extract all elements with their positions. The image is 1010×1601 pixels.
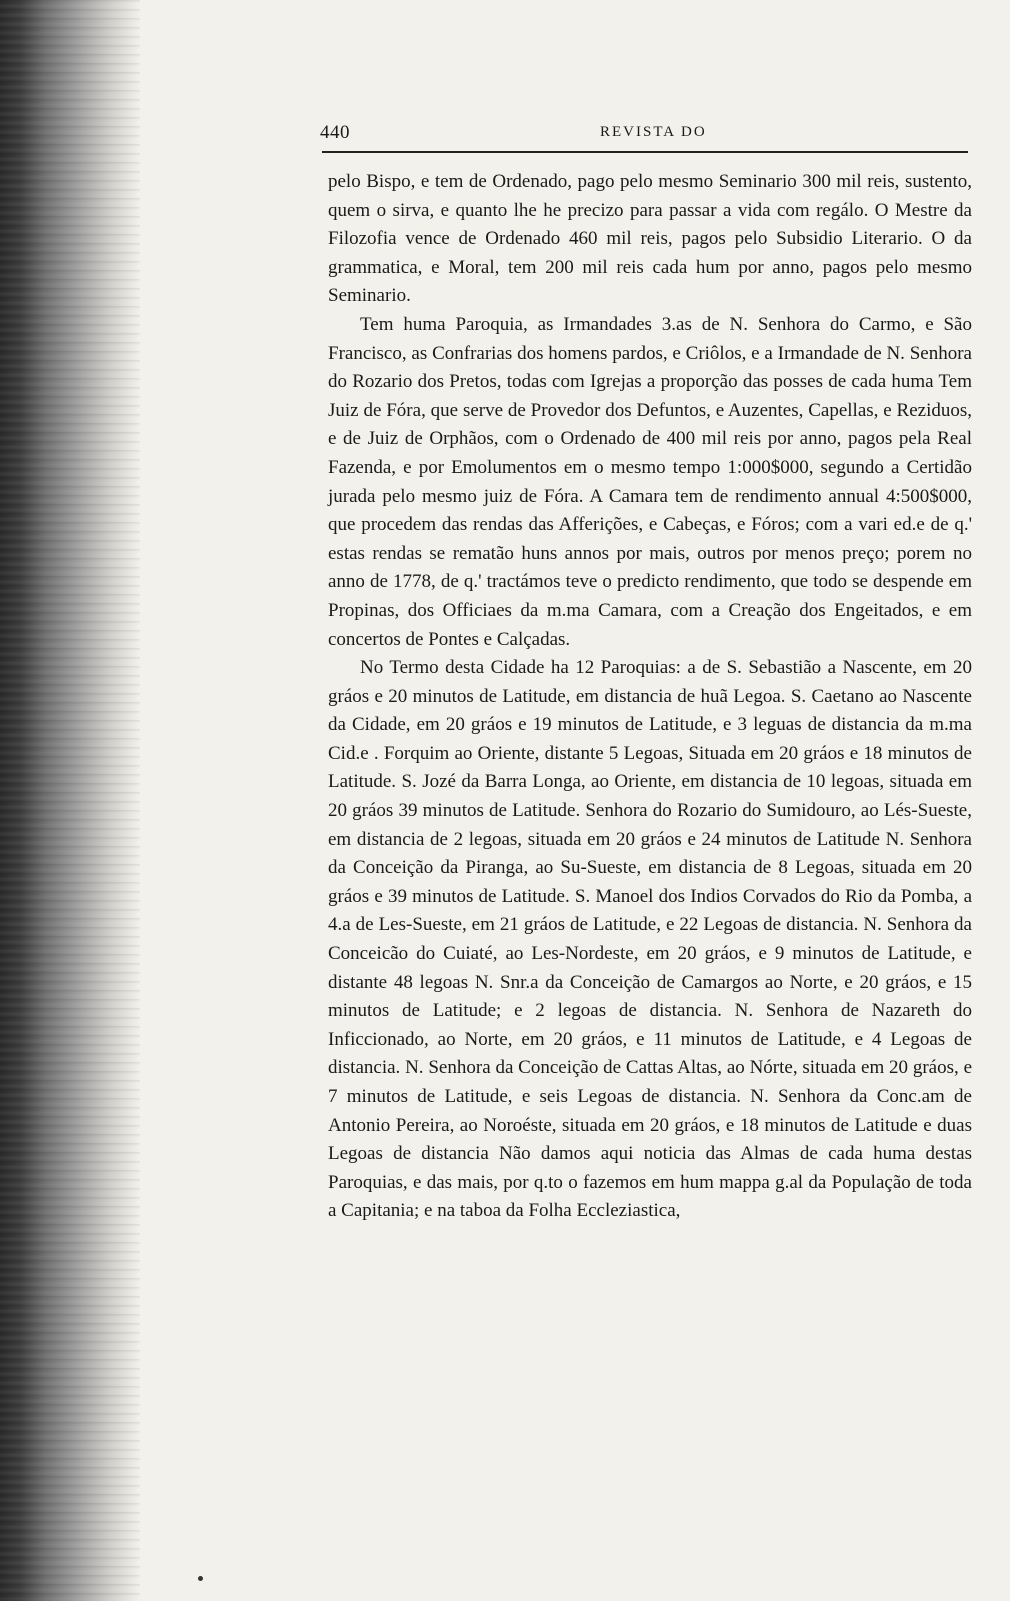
paragraph: pelo Bispo, e tem de Ordenado, pago pelo mesmo Seminario 300 mil reis, sustento, quem o sirva, e quanto lhe he precizo para passar a vida com regálo. O Mestre da Filozofia vence de Ordenado 460 mil reis, pagos pelo Subsidio Literario. O da grammatica, e Moral, tem 200 mil reis cada hum por anno, pagos pelo mesmo Seminario. [328, 171, 972, 307]
paragraph: Tem huma Paroquia, as Irmandades 3.as de N. Senhora do Carmo, e São Francisco, as Confrarias dos homens pardos, e Criôlos, e a Irmandade de N. Senhora do Rozario dos Pretos, todas com Igrejas a proporção das posses de cada huma Tem Juiz de Fóra, que serve de Provedor dos Defuntos, e Auzentes, Capellas, e Reziduos, e de Juiz de Orphãos, com o Ordenado de 400 mil reis por anno, pagos pela Real Fazenda, e por Emolumentos em o mesmo tempo 1:000$000, segundo a Certidão jurada pelo mesmo juiz de Fóra. A Camara tem de rendimento annual 4:500$000, que procedem das rendas das Afferições, e Cabeças, e Fóros; com a vari ed.e de q.' estas rendas se rematão huns annos por mais, outros por menos preço; porem no anno de 1778, de q.' tractámos teve o predicto rendimento, que todo se despende em Propinas, dos Officiaes da m.ma Camara, com a Creação dos Engeitados, e em concertos de Pontes e Calçadas. [328, 313, 972, 650]
page-header [320, 122, 972, 148]
scan-speck [198, 1576, 203, 1581]
book-binding-shadow [0, 0, 140, 1601]
paragraph: No Termo desta Cidade ha 12 Paroquias: a de S. Sebastião a Nascente, em 20 gráos e 20 minutos de Latitude, em distancia de huã Legoa. S. Caetano ao Nascente da Cidade, em 20 gráos e 19 minutos de Latitude, e 3 leguas de distancia da m.ma Cid.e . Forquim ao Oriente, distante 5 Legoas, Situada em 20 gráos e 18 minutos de Latitude. S. Jozé da Barra Longa, ao Oriente, em distancia de 10 legoas, situada em 20 gráos 39 minutos de Latitude. Senhora do Rozario do Sumidouro, ao Lés-Sueste, em distancia de 2 legoas, situada em 20 gráos e 24 minutos de Latitude N. Senhora da Conceição da Piranga, ao Su-Sueste, em distancia de 8 Legoas, situada em 20 gráos e 39 minutos de Latitude. S. Manoel dos Indios Corvados do Rio da Pomba, a 4.a de Les-Sueste, em 21 gráos de Latitude, e 22 Legoas de distancia. N. Senhora da Conceicão do Cuiaté, ao Les-Nordeste, em 20 gráos, e 9 minutos de Latitude, e distante 48 legoas N. Snr.a da Conceição de Camargos ao Norte, e 20 gráos, e 15 minutos de Latitude; e 2 legoas de distancia. N. Senhora de Nazareth do Inficcionado, ao Norte, em 20 gráos, e 11 minutos de Latitude, e 4 Legoas de distancia. N. Senhora da Conceição de Cattas Altas, ao Nórte, situada em 20 gráos, e 7 minutos de Latitude, e seis Legoas de distancia. N. Senhora da Conc.am de Antonio Pereira, ao Noroéste, situada em 20 gráos, e 18 minutos de Latitude e duas Legoas de distancia Não damos aqui noticia das Almas de cada huma destas Paroquias, e das mais, por q.to o fazemos em hum mappa g.al da População de toda a Capitania; e na taboa da Folha Eccleziastica, [328, 657, 972, 1222]
page-number: 440 [320, 122, 350, 143]
body-text [328, 168, 972, 1226]
running-head: REVISTA DO [600, 124, 707, 140]
header-rule [322, 151, 968, 153]
